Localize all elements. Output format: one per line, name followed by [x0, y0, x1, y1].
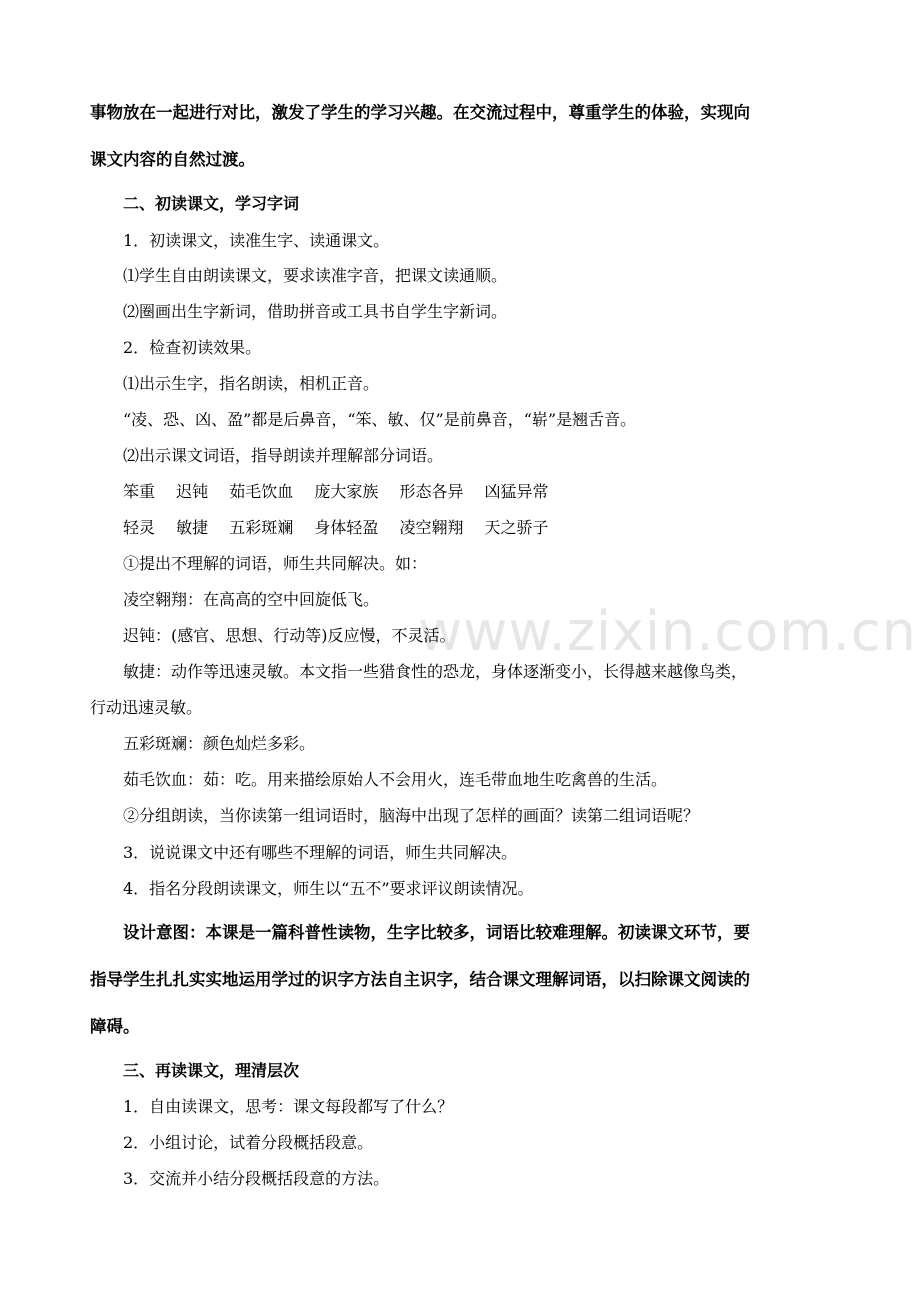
word: 身体轻盈 [314, 518, 379, 537]
word-definition: 凌空翱翔：在高高的空中回旋低飞。 [123, 590, 380, 609]
word: 凌空翱翔 [399, 518, 464, 537]
watermark: www.zixin.com.cn [418, 600, 917, 663]
design-intent-line: 事物放在一起进行对比，激发了学生的学习兴趣。在交流过程中，尊重学生的体验，实现向 [90, 103, 750, 122]
step-item: 2．检查初读效果。 [123, 338, 262, 357]
step-item: 4．指名分段朗读课文，师生以“五不”要求评议朗读情况。 [123, 879, 534, 898]
word: 迟钝 [176, 482, 209, 501]
pronunciation-note: “凌、恐、凶、盈”都是后鼻音，“笨、敏、仅”是前鼻音，“崭”是翘舌音。 [123, 410, 637, 429]
word: 形态各异 [399, 482, 464, 501]
sub-step-item: ⑵圈画出生字新词，借助拼音或工具书自学生字新词。 [123, 302, 508, 321]
design-intent-line: 设计意图：本课是一篇科普性读物，生字比较多，词语比较难理解。初读课文环节，要 [123, 923, 750, 942]
word-list-row-2 [123, 518, 565, 538]
word-definition-continued: 行动迅速灵敏。 [90, 698, 203, 717]
step-item: 2．小组讨论，试着分段概括段意。 [123, 1133, 374, 1152]
word: 轻灵 [123, 518, 156, 537]
step-item: 1．初读课文，读准生字、读通课文。 [123, 231, 390, 250]
step-item: 3．说说课文中还有哪些不理解的词语，师生共同解决。 [123, 843, 518, 862]
word-definition: 敏捷：动作等迅速灵敏。本文指一些猎食性的恐龙，身体逐渐变小，长得越来越像鸟类， [123, 662, 748, 681]
step-item: 1．自由读课文，思考：课文每段都写了什么？ [123, 1097, 454, 1116]
step-item: 3．交流并小结分段概括段意的方法。 [123, 1169, 390, 1188]
question-item: ①提出不理解的词语，师生共同解决。如： [123, 554, 428, 573]
word: 五彩斑斓 [229, 518, 294, 537]
word-definition: 迟钝：(感官、思想、行动等)反应慢，不灵活。 [123, 626, 456, 645]
word: 茹毛饮血 [229, 482, 294, 501]
word-definition: 五彩斑斓：颜色灿烂多彩。 [123, 734, 316, 753]
design-intent-line: 障碍。 [90, 1017, 140, 1036]
design-intent-line: 课文内容的自然过渡。 [90, 150, 255, 169]
sub-step-item: ⑴出示生字，指名朗读，相机正音。 [123, 374, 380, 393]
section-heading: 二、初读课文，学习字词 [123, 194, 300, 213]
design-intent-line: 指导学生扎扎实实地运用学过的识字方法自主识字，结合课文理解词语，以扫除课文阅读的 [90, 970, 750, 989]
word: 敏捷 [176, 518, 209, 537]
section-heading: 三、再读课文，理清层次 [123, 1061, 300, 1080]
word: 笨重 [123, 482, 156, 501]
word: 天之骄子 [484, 518, 549, 537]
sub-step-item: ⑵出示课文词语，指导朗读并理解部分词语。 [123, 446, 444, 465]
word-list-row-1 [123, 482, 565, 502]
question-item: ②分组朗读，当你读第一组词语时，脑海中出现了怎样的画面？读第二组词语呢？ [123, 806, 700, 825]
sub-step-item: ⑴学生自由朗读课文，要求读准字音，把课文读通顺。 [123, 266, 508, 285]
word: 庞大家族 [314, 482, 379, 501]
word: 凶猛异常 [484, 482, 549, 501]
word-definition: 茹毛饮血：茹：吃。用来描绘原始人不会用火，连毛带血地生吃禽兽的生活。 [123, 770, 668, 789]
